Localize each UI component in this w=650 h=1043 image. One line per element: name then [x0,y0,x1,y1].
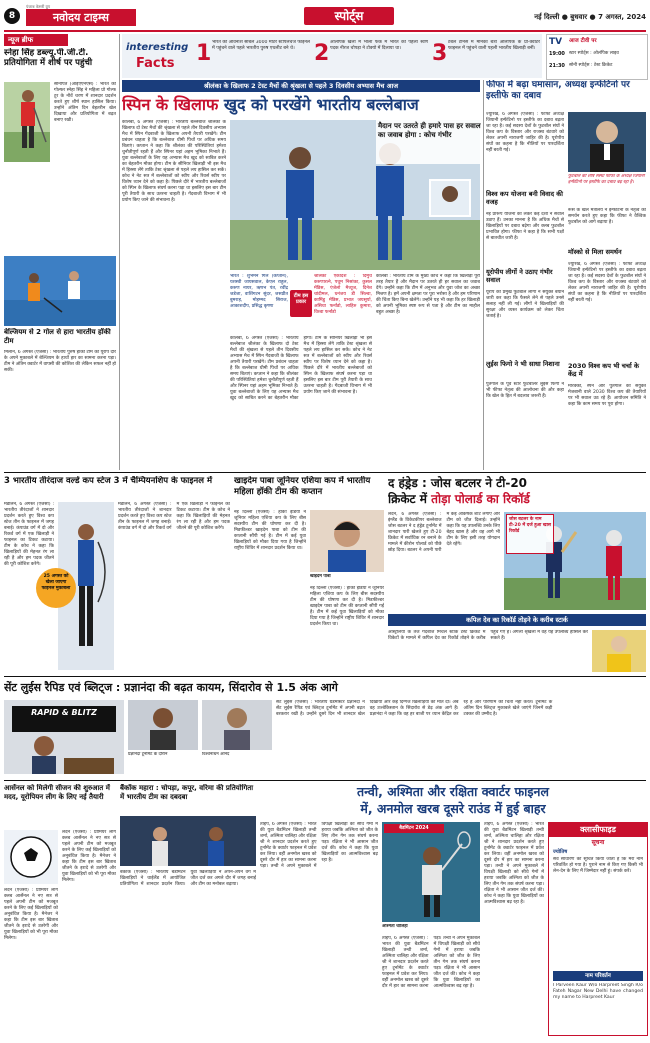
tv-box [546,34,648,80]
classified-astro: ज्योतिष [553,849,568,855]
classified-title: क्लासीफाइड [549,823,647,837]
team-india: भारत : शुभमन गिल (कप्तान), यशस्वी जायसवाल, केएल राहुल, करुण नायर, ऋषभ पंत, रवींद्र जडेजा, वाशिंगटन सुंदर, जसप्रीत बुमराह, मोहम्मद सिराज, आकाशदीप, प्रसिद्ध कृष्णा [230,274,288,309]
fifa-sub-4-body: ज्यूरिख, 6 अगस्त (एजेंसी) : फीफा अध्यक्ष जियानी इन्फेंटिनो पर इस्तीफे का दबाव बढ़ता जा रहा है। कई सदस्य देशों के फुटबॉल संघों ने विश्व कप के विस्तार और राजस्व बंटवारे को लेकर अपनी नाराजगी जाहिर की है। यूरोपीय संघों का कहना है कि नीतियों पर पारदर्शिता नहीं बरती गई। [568,262,646,303]
tv-item-1-text: स्टार स्पोर्ट्स : ओलंपिक लाइव [569,51,619,56]
badminton-body-right: ताइपे, 6 अगस्त (एजेंसी) : भारत की युवा बैडमिंटन खिलाड़ी तन्वी शर्मा, अश्मिता चालिहा और रक्षिता श्री ने शानदार प्रदर्शन करते हुए टूर्नामेंट के क्वार्टर फाइनल में प्रवेश कर लिया। वहीं अनमोल खरब को दूसरे दौर में हार का सामना करना पड़ा। तन्वी ने अपने मुकाबले में विपक्षी खिलाड़ी को सीधे गेमों में हराया जबकि अश्मिता को जीत के लिए तीन गेम तक संघर्ष करना पड़ा। रक्षिता ने भी आसान जीत दर्ज की। कोच ने कहा कि युवा खिलाड़ियों का आत्मविश्वास बढ़ रहा है। [484,822,544,905]
asian-body: लंदन (एजेंसी) : प्रीमियर लीग क्लब आर्सेनल ने नए सत्र से पहले अपनी टीम को मजबूत करने के लिए कई खिलाड़ियों को अनुबंधित किया है। मैनेजर ने कहा कि टीम इस बार खिताब जीतने के इरादे से उतरेगी और युवा खिलाड़ियों को भी पूरा मौका मिलेगा। [62,830,116,883]
badminton-body-cont: ताइपे, 6 अगस्त (एजेंसी) : भारत की युवा बैडमिंटन खिलाड़ी तन्वी शर्मा, अश्मिता चालिहा और रक्षिता श्री ने शानदार प्रदर्शन करते हुए टूर्नामेंट के क्वार्टर फाइनल में प्रवेश कर लिया। वहीं अनमोल खरब को दूसरे दौर में हार का सामना करना पड़ा। तन्वी ने अपने मुकाबले में विपक्षी खिलाड़ी को सीधे गेमों में हराया जबकि अश्मिता को जीत के लिए तीन गेम तक संघर्ष करना पड़ा। रक्षिता ने भी आसान जीत दर्ज की। कोच ने कहा कि युवा खिलाड़ियों का आत्मविश्वास बढ़ रहा है। [382,936,480,989]
hockey-brief [4,256,116,470]
city-date: नई दिल्ली ● बुधवार ● 7 अगस्त, 2024 [534,13,646,21]
fifa-sub-3: लुईस फिगो ने भी साधा निशाना [486,360,560,368]
fifa-sub-2: यूरोपीय लीगों ने उठाए गंभीर सवाल [486,268,553,284]
tv-item-2-text: सोनी स्पोर्ट्स : टेस्ट क्रिकेट [569,63,613,68]
fifa-body-cont: रूस के खेल मंत्रालय ने इन्फेंटिनो के नेतृत्व का समर्थन करते हुए कहा कि फीफा ने वैश्विक फुटबॉल को आगे बढ़ाया है। [568,208,646,225]
hockey-captain-caption: खाइदेम पाबा [310,574,331,579]
hockey-brief-body: मिलान, 6 अगस्त (एजेंसी) : भारतीय पुरुष हॉकी टीम को यूरोप दौरे के अपने मुकाबले में बेल्जियम के हाथों हार का सामना करना पड़ा। टीम ने अंतिम क्वार्टर में वापसी की कोशिश की लेकिन सफल नहीं हो सकी। [4,350,116,373]
fifa-sub-2-body: यूरोप की प्रमुख फुटबॉल लीगों ने संयुक्त बयान जारी कर कहा कि फैसले लेने से पहले उनसे सलाह नहीं ली गई। लीगों ने खिलाड़ियों की सुरक्षा और व्यस्त कार्यक्रम को लेकर चिंता जताई है। [486,290,564,319]
section-rule-1 [4,472,646,473]
badminton-photo-label: बैडमिंटन 2024 [384,824,444,833]
archery-body-cont: मेडेलिन, 6 अगस्त (एजेंसी) : भारतीय तीरंदाजों ने शानदार प्रदर्शन करते हुए विश्व कप स्टेज तीन के फाइनल में जगह बनाई। कंपाउंड वर्ग में दो और रिकर्व वर्ग में एक खिलाड़ी ने फाइनल का टिकट कटाया। टीम के कोच ने कहा कि खिलाड़ियों की मेहनत रंग ला रही है और हम पदक जीतने की पूरी कोशिश करेंगे। [118,502,230,531]
buttler-headline-b: क्रिकेट में [388,492,432,506]
paper-name: नवोदय टाइम्स [26,9,136,26]
interesting-facts [122,34,542,78]
classified-notice: सूचना [591,839,605,846]
buttler-banner: कपिल देव का रिकॉर्ड तोड़ने के करीब स्टार्क [388,614,646,626]
buttler-headline-c: तोड़ा पोलार्ड का रिकॉर्ड [431,492,530,506]
news-brief [4,34,116,254]
fifa-headline: फीफा में बढ़ा घमासान, अध्यक्ष इन्फेंटिनो पर इस्तीफे का दबाव [486,80,630,101]
page-header [4,4,646,30]
fifa-sub-1-body: नई प्रारूप योजना को लेकर कई देशों ने सवाल उठाए हैं। उनका मानना है कि अधिक मैचों से खिलाड़ियों पर दबाव बढ़ेगा और क्लब फुटबॉल प्रभावित होगा। फीफा ने कहा है कि सभी पक्षों से बातचीत जारी है। [486,212,564,241]
tv-label: TV [549,37,563,47]
badminton-team-story [120,784,256,1038]
hockey-captain-body: नई दिल्ली (एजेंसी) : हॉकी इंडिया ने जूनियर महिला एशिया कप के लिए बीस सदस्यीय टीम की घोषणा कर दी है। मिडफील्डर खाइदेम पाबा को टीम की कप्तानी सौंपी गई है। टीम में कई युवा खिलाड़ियों को मौका दिया गया है जिन्होंने राष्ट्रीय शिविर में शानदार प्रदर्शन किया था। [234,510,306,551]
chess-body: सेंट लुईस (एजेंसी) : भारतीय ग्रैंडमास्टर प्रज्ञानंदा ने सेंट लुईस रैपिड एवं ब्लिट्ज टूर्नामेंट में अपनी बढ़त बरकरार रखी है। उन्होंने दूसरे दिन भी शानदार खेल दिखाया और कई दिग्गज खिलाड़ियों को मात दी। अब वह उज्बेकिस्तान के सिंदारोव से डेढ़ अंक आगे हैं। प्रज्ञानंदा ने कहा कि वह हर बाजी पर ध्यान केंद्रित कर रहे हैं और परिणाम की चिंता नहीं करते। टूर्नामेंट के अंतिम दिन ब्लिट्ज मुकाबले खेले जाएंगे जिनमें कड़ी टक्कर की उम्मीद है। [276,700,553,717]
hockey-captain-body-cont: नई दिल्ली (एजेंसी) : हॉकी इंडिया ने जूनियर महिला एशिया कप के लिए बीस सदस्यीय टीम की घोषणा कर दी है। मिडफील्डर खाइदेम पाबा को टीम की कप्तानी सौंपी गई है। टीम में कई युवा खिलाड़ियों को मौका दिया गया है जिन्होंने राष्ट्रीय शिविर में शानदार प्रदर्शन किया था। [310,586,384,627]
chess-photo-3 [202,700,272,750]
badminton-photo [382,822,480,922]
fifa-sub-5: 2030 विश्व कप भी चर्चा के केंद्र में [568,362,639,378]
badminton-headline-1: तन्वी, अश्मिता और रक्षिता क्वार्टर फाइनल [357,784,549,799]
buttler-headline-1: द हंड्रेड : जोस बटलर ने टी-20 [388,476,528,490]
fifa-sub-3-body: पुर्तगाल के पूर्व स्टार फुटबॉलर लुईस फिगो ने भी फीफा नेतृत्व की आलोचना की और कहा कि खेल के हित में बदलाव जरूरी हैं। [486,382,564,399]
fact-3: टेबल टेनिस में मनिका बत्रा ओलंपिक के प्री-क्वार्टर फाइनल में पहुंचने वाली पहली भारतीय खिलाड़ी बनीं। [448,40,540,51]
badminton-story [260,784,646,1038]
news-brief-body: सोनीपत (आईएएनएस) : भारत की गोल्फर स्नेहा सिंह ने महिला प्रो गोल्फ टूर के नौवें चरण में शानदार प्रदर्शन करते हुए शीर्ष स्थान हासिल किया। उन्होंने अंतिम दिन बेहतरीन खेल दिखाया और प्रतियोगिता में बढ़त बनाए रखी। [54,82,116,123]
buttler-body: लंदन, 6 अगस्त (एजेंसी) : इंग्लैंड के विकेटकीपर बल्लेबाज जोस बटलर ने द हंड्रेड टूर्नामेंट में शानदार पारी खेलते हुए टी-20 क्रिकेट में सर्वाधिक रन बनाने के मामले में कीरोन पोलार्ड को पीछे छोड़ दिया। बटलर ने अपनी पारी में कई आकर्षक शॉट लगाए और टीम को जीत दिलाई। उन्होंने कहा कि यह उपलब्धि उनके लिए बेहद खास है और वह आगे भी टीम के लिए इसी तरह योगदान देते रहेंगे। [388,512,500,553]
chess-story [4,680,646,778]
col-divider-1 [119,34,120,470]
team-box [230,274,372,332]
fifa-sub-1: विश्व कप योजना बनी विवाद की वजह [486,190,563,206]
football-photo [4,830,58,884]
hockey-captain-story [234,476,384,674]
chess-photo-2 [128,700,198,750]
lead-side-body: कोलंबो : भारतीय टीम के मुख्य कोच ने कहा कि खिलाड़ी पूरी तरह तैयार हैं और मैदान पर उतरते ही हर सवाल का जवाब देंगे। उन्होंने कहा कि टीम में अनुभव और युवा जोश का अच्छा मिश्रण है। हमें अपनी क्षमता पर पूरा भरोसा है और हम परिणाम की चिंता किए बिना खेलेंगे। उन्होंने यह भी कहा कि हर खिलाड़ी को अपनी भूमिका स्पष्ट रूप से पता है और टीम का माहौल बहुत अच्छा है। [376,274,480,315]
archery-story [4,476,230,674]
facts-title-a: interesting [126,42,189,53]
hockey-photo [4,256,116,326]
hockey-captain-photo [310,510,384,572]
badminton-headline-2: में, अनमोल खरब दूसरे राउंड में हुई बाहर [360,801,546,816]
archery-headline: 3 भारतीय तीरंदाज वर्ल्ड कप स्टेज 3 में चैम्पियनशिप के फाइनल में [4,476,213,486]
asian-headline: आर्सेनल को मिलेगी सीजन की शुरुआत में मदद, यूरोपियन लीग के लिए नई तैयारी [4,784,110,801]
buttler-banner-body: ऑस्ट्रेलिया के तेज गेंदबाज मिचेल स्टार्क टेस्ट क्रिकेट में विकेटों के मामले में कपिल देव का रिकॉर्ड तोड़ने के करीब पहुंच गए हैं। अगली श्रृंखला में वह यह उपलब्धि हासिल कर सकते हैं। [388,630,588,641]
buttler-headline-2 [388,492,646,507]
team-label: टीम इस प्रकार [290,290,312,317]
hockey-brief-headline: बेल्जियम से 2 गोल से हारा भारतीय हॉकी टीम [4,328,111,345]
col-divider-2 [483,80,484,470]
chess-headline: सेंट लुईस रैपिड एवं ब्लिट्ज : प्रज्ञानंदा की बढ़त कायम, सिंदारोव से 1.5 अंक आगे [4,681,338,694]
lead-headline-a: स्पिन के खिलाफ [122,95,219,114]
fact-number-2: 2 [314,41,330,66]
chess-board-text: RAPID & BLITZ [31,708,97,717]
lead-kicker: श्रीलंका के खिलाफ 2 टेस्ट मैचों की श्रृंखला से पहले 3 दिवसीय अभ्यास मैच आज [122,80,480,92]
chess-caption-1: प्रज्ञानंदा टूर्नामेंट के दौरान [128,752,168,757]
fifa-sub-5-body: मोरक्को, स्पेन और पुर्तगाल की संयुक्त मेजबानी वाले 2030 विश्व कप की तैयारियों पर भी सवाल उठ रहे हैं। आयोजन समिति ने कहा कि काम समय पर पूरा होगा। [568,384,646,407]
badminton-team-photo [120,816,256,866]
asian-story [4,784,116,1038]
section-rule-2 [4,676,646,677]
classified-notice-body: सर्व साधारण को सूचित किया जाता है कि मेरा नाम परिवर्तित हो गया है। पुराने नाम से किए गए किसी भी लेन-देन के लिए मैं जिम्मेदार नहीं हूं। संपर्क करें। [553,857,643,874]
golfer-photo [4,82,50,162]
lead-side-headline: मैदान पर उतरते ही हमारे पास हर सवाल का जवाब होगा : कोच गंभीर [376,120,484,164]
hockey-captain-headline: खाइदेम पाबा जूनियर एशिया कप में भारतीय महिला हॉकी टीम की कप्तान [234,476,371,497]
archery-badge: 25 अगस्त को खेला जाएगा फाइनल मुकाबला [36,568,76,608]
team-sl: श्रीलंका एकादश : दिमुथ करुणारत्ने, पथुम निसांका, कुसल मेंडिस, एंजेलो मैथ्यूज, दिनेश चांदीमल, धनंजय डी सिल्वा, कामिंडु मेंडिस, प्रभात जयसूर्या, असिथा फर्नांडो, लाहिरु कुमारा, विश्वा फर्नांडो [314,274,372,315]
facts-title-b: Facts [136,56,175,71]
fact-number-3: 3 [432,41,448,66]
archery-body: मेडेलिन, 6 अगस्त (एजेंसी) : भारतीय तीरंदाजों ने शानदार प्रदर्शन करते हुए विश्व कप स्टेज तीन के फाइनल में जगह बनाई। कंपाउंड वर्ग में दो और रिकर्व वर्ग में एक खिलाड़ी ने फाइनल का टिकट कटाया। टीम के कोच ने कहा कि खिलाड़ियों की मेहनत रंग ला रही है और हम पदक जीतने की पूरी कोशिश करेंगे। [4,502,54,567]
lead-body-cont: कोलंबो, 6 अगस्त (एजेंसी) : भारतीय बल्लेबाज श्रीलंका के खिलाफ दो टेस्ट मैचों की श्रृंखला से पहले तीन दिवसीय अभ्यास मैच में स्पिन गेंदबाजी के खिलाफ अपनी तैयारी परखेंगे। टीम प्रबंधन चाहता है कि बल्लेबाज धीमी पिचों पर अधिक समय बिताएं। कप्तान ने कहा कि श्रीलंका की परिस्थितियां हमेशा चुनौतीपूर्ण रहती हैं और स्पिनर यहां अहम भूमिका निभाते हैं। युवा बल्लेबाजों के लिए यह अभ्यास मैच खुद को साबित करने का बेहतरीन मौका होगा। टीम के सीनियर खिलाड़ी भी इस मैच में हिस्सा लेंगे ताकि टेस्ट श्रृंखला से पहले लय हासिल कर सकें। कोच ने नेट सत्र में बल्लेबाजों को स्वीप और रिवर्स स्वीप पर विशेष ध्यान देने को कहा है। पिछले दौरे में भारतीय बल्लेबाजों को स्पिन के खिलाफ संघर्ष करना पड़ा था इसलिए इस बार टीम पूरी तैयारी के साथ उतरना चाहती है। गेंदबाजी विभाग में भी प्रयोग किए जाने की संभावना है। [230,336,372,401]
fact-2: ओलंपिक खेलों में भाला फेंक में भारत को पहला स्वर्ण पदक नीरज चोपड़ा ने टोक्यो में दिलाया था। [330,40,428,51]
asian-body-cont: लंदन (एजेंसी) : प्रीमियर लीग क्लब आर्सेनल ने नए सत्र से पहले अपनी टीम को मजबूत करने के लिए कई खिलाड़ियों को अनुबंधित किया है। मैनेजर ने कहा कि टीम इस बार खिताब जीतने के इरादे से उतरेगी और युवा खिलाड़ियों को भी पूरा मौका मिलेगा। [4,888,58,941]
fact-number-1: 1 [196,41,212,66]
tv-title: आज टीवी पर [569,38,597,44]
news-brief-headline: स्नेहा सिंह डब्ल्यू.पी.जी.टी. प्रतियोगिता में शीर्ष पर पहुंची [4,48,93,68]
buttler-inset: जोस बटलर के नाम टी-20 में दर्ज हुआ खास रिकॉर्ड [506,514,554,554]
tv-item-2-time: 21:30 [549,63,565,69]
badminton-team-headline: बैंकॉक महारा : चोपड़ा, कपूर, वरिमा की प्रतियोगिता में भारतीय टीम का दबदबा [120,784,254,801]
badminton-team-body: बैंकॉक (एजेंसी) : भारतीय बैडमिंटन खिलाड़ियों ने थाईलैंड में आयोजित प्रतियोगिता में शानदार प्रदर्शन किया। युवा खिलाड़ियों ने अपने-अपने वर्ग में जीत दर्ज कर अगले दौर में जगह बनाई और टीम का मनोबल बढ़ाया। [120,870,256,887]
section-rule-3 [4,780,646,781]
news-brief-label: न्यूज ब्रीफ [4,34,68,46]
classified-box [548,822,648,1036]
page-number: 8 [4,8,20,24]
buttler-story [388,476,646,674]
chess-caption-2: विश्वनाथन आनंद [202,752,230,757]
lead-headline-b: खुद को परखेंगे भारतीय बल्लेबाज [218,95,419,114]
lead-headline [122,94,480,116]
badminton-body: ताइपे, 6 अगस्त (एजेंसी) : भारत की युवा बैडमिंटन खिलाड़ी तन्वी शर्मा, अश्मिता चालिहा और रक्षिता श्री ने शानदार प्रदर्शन करते हुए टूर्नामेंट के क्वार्टर फाइनल में प्रवेश कर लिया। वहीं अनमोल खरब को दूसरे दौर में हार का सामना करना पड़ा। तन्वी ने अपने मुकाबले में विपक्षी खिलाड़ी को सीधे गेमों में हराया जबकि अश्मिता को जीत के लिए तीन गेम तक संघर्ष करना पड़ा। रक्षिता ने भी आसान जीत दर्ज की। कोच ने कहा कि युवा खिलाड़ियों का आत्मविश्वास बढ़ रहा है। [260,822,378,869]
lead-body: कोलंबो, 6 अगस्त (एजेंसी) : भारतीय बल्लेबाज श्रीलंका के खिलाफ दो टेस्ट मैचों की श्रृंखला से पहले तीन दिवसीय अभ्यास मैच में स्पिन गेंदबाजी के खिलाफ अपनी तैयारी परखेंगे। टीम प्रबंधन चाहता है कि बल्लेबाज धीमी पिचों पर अधिक समय बिताएं। कप्तान ने कहा कि श्रीलंका की परिस्थितियां हमेशा चुनौतीपूर्ण रहती हैं और स्पिनर यहां अहम भूमिका निभाते हैं। युवा बल्लेबाजों के लिए यह अभ्यास मैच खुद को साबित करने का बेहतरीन मौका होगा। टीम के सीनियर खिलाड़ी भी इस मैच में हिस्सा लेंगे ताकि टेस्ट श्रृंखला से पहले लय हासिल कर सकें। कोच ने नेट सत्र में बल्लेबाजों को स्वीप और रिवर्स स्वीप पर विशेष ध्यान देने को कहा है। पिछले दौरे में भारतीय बल्लेबाजों को स्पिन के खिलाफ संघर्ष करना पड़ा था इसलिए इस बार टीम पूरी तैयारी के साथ उतरना चाहती है। गेंदबाजी विभाग में भी प्रयोग किए जाने की संभावना है। [122,120,226,203]
paper-tagline: पंजाब केसरी ग्रुप [26,4,51,9]
tv-item-1-time: 19:00 [549,51,565,57]
fifa-sub-4: मॉस्को से मिला समर्थन [568,248,622,256]
starc-photo [592,630,646,672]
fifa-caption: फुटबॉल की शीर्ष संस्था फीफा के अध्यक्ष जियानी इन्फेंटिनो पर इस्तीफे का दबाव बढ़ रहा है। [568,174,645,185]
classified-name-change: नाम परिवर्तन [553,971,643,981]
header-rule [4,30,646,32]
fact-1: भारत की अविनाश साबले 3000 मीटर स्टीपलचेज फाइनल में पहुंचने वाले पहले भारतीय पुरुष एथलीट बने थे। [212,40,310,51]
fifa-body: ज्यूरिख, 6 अगस्त (एजेंसी) : फीफा अध्यक्ष जियानी इन्फेंटिनो पर इस्तीफे का दबाव बढ़ता जा रहा है। कई सदस्य देशों के फुटबॉल संघों ने विश्व कप के विस्तार और राजस्व बंटवारे को लेकर अपनी नाराजगी जाहिर की है। यूरोपीय संघों का कहना है कि नीतियों पर पारदर्शिता नहीं बरती गई। [486,112,564,153]
badminton-caption: अश्मिता चालिहा [382,924,408,929]
classified-name-body: I Parveen Kaur W/o Harpreet Singh R/o Fateh Nagar New Delhi have changed my name to Harpreet Kaur [553,983,643,1000]
fifa-photo [568,112,646,172]
section-title: स्पोर्ट्स [304,7,394,25]
fifa-story [486,80,646,470]
